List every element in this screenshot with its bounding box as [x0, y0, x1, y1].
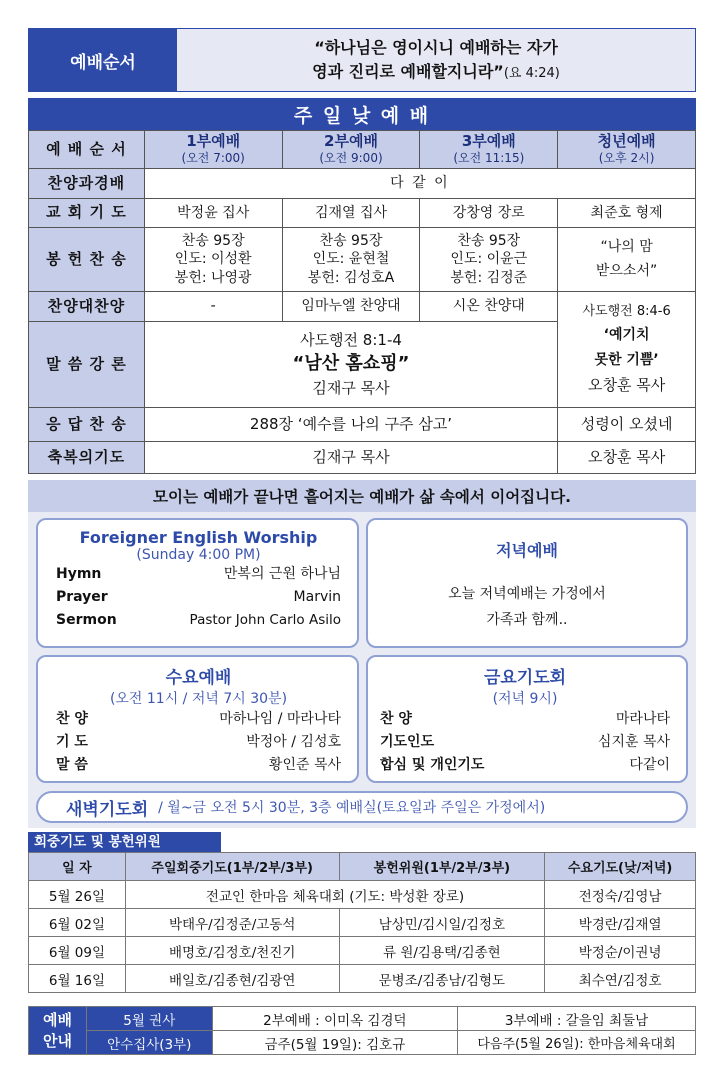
sunday-title: 주 일 낮 예 배: [28, 98, 696, 130]
row-date: 6월 02일: [29, 909, 126, 937]
col-offering: 봉헌위원(1부/2부/3부): [339, 853, 545, 881]
blessing-label: 축복의기도: [29, 442, 145, 474]
notice-r2-b: 다음주(5월 26일): 한마음체육대회: [458, 1031, 696, 1055]
response-youth: 성령이 오셨네: [558, 408, 696, 442]
blessing-value: 김재구 목사: [144, 442, 557, 474]
row-date: 6월 16일: [29, 965, 126, 993]
foreigner-title: Foreigner English Worship: [79, 528, 318, 547]
notice-label: 예배 안내: [29, 1007, 87, 1055]
response-label: 응 답 찬 송: [29, 408, 145, 442]
service-3: 3부예배 (오전 11:15): [420, 131, 558, 169]
col-wed-prayer: 수요기도(낮/저녁): [545, 853, 696, 881]
offering-label: 봉 헌 찬 송: [29, 228, 145, 292]
row-prayer: 박태우/김정준/고동석: [125, 909, 339, 937]
row-offering: 문병조/김종남/김형도: [339, 965, 545, 993]
row-wed: 박정순/이권녕: [545, 937, 696, 965]
service-1: 1부예배 (오전 7:00): [144, 131, 282, 169]
choir-3: 시온 찬양대: [420, 292, 558, 322]
header: [28, 28, 696, 92]
row-wed: 박경란/김재열: [545, 909, 696, 937]
offering-2: 찬송 95장 인도: 윤현철 봉헌: 김성호A: [282, 228, 420, 292]
sunday-table: [28, 130, 696, 474]
foreigner-box: [36, 518, 359, 648]
row-date: 6월 09일: [29, 937, 126, 965]
dawn-bar: [36, 791, 688, 823]
service-2: 2부예배 (오전 9:00): [282, 131, 420, 169]
friday-box: [366, 655, 688, 783]
committee-title: 회중기도 및 봉헌위원: [28, 832, 221, 852]
col-label: 예 배 순 서: [29, 131, 145, 169]
blessing-youth: 오창훈 목사: [558, 442, 696, 474]
wednesday-praise: 찬 양 마하나임 / 마라나타: [56, 711, 341, 727]
row-wed: 전정숙/김영남: [545, 881, 696, 909]
verse-line1: “하나님은 영이시니 예배하는 자가: [314, 38, 558, 57]
evening-line2: 가족과 함께..: [486, 612, 568, 628]
choir-2: 임마누엘 찬양대: [282, 292, 420, 322]
notice-r1-label: 5월 권사: [86, 1007, 212, 1031]
friday-group-prayer: 합심 및 개인기도 다같이: [380, 757, 670, 773]
sermon-label: 말 씀 강 론: [29, 322, 145, 408]
prayer-3: 강창영 장로: [420, 199, 558, 228]
verse-line2: 영과 진리로 예배할지니라”: [312, 62, 504, 81]
offering-3: 찬송 95장 인도: 이윤근 봉헌: 김정준: [420, 228, 558, 292]
offering-youth: “나의 맘 받으소서”: [558, 228, 696, 292]
row-prayer: 배명호/김정호/천진기: [125, 937, 339, 965]
foreigner-sermon: Sermon Pastor John Carlo Asilo: [56, 612, 341, 628]
sunday-banner: 모이는 예배가 끝나면 흩어지는 예배가 삶 속에서 이어집니다.: [28, 480, 696, 512]
table-row: [29, 937, 696, 965]
wednesday-time: (오전 11시 / 저녁 7시 30분): [109, 691, 288, 707]
notice-r2-a: 금주(5월 19일): 김호규: [212, 1031, 457, 1055]
notice-r1-b: 3부예배 : 갈을임 최둘남: [458, 1007, 696, 1031]
committee-table: [28, 852, 696, 993]
praise-label: 찬양과경배: [29, 169, 145, 199]
col-sunday-prayer: 주일회중기도(1부/2부/3부): [125, 853, 339, 881]
notice-table: [28, 1006, 696, 1055]
foreigner-time: (Sunday 4:00 PM): [136, 547, 261, 563]
evening-box: [366, 518, 688, 648]
choir-1: -: [144, 292, 282, 322]
youth-sermon: 사도행전 8:4-6 ‘예기치 못한 기쁨’ 오창훈 목사: [558, 292, 696, 408]
prayer-1: 박정윤 집사: [144, 199, 282, 228]
dawn-detail: / 월~금 오전 5시 30분, 3층 예배실(토요일과 주일은 가정에서): [158, 800, 546, 816]
friday-time: (저녁 9시): [492, 691, 558, 707]
friday-title: 금요기도회: [483, 668, 567, 688]
foreigner-hymn: Hymn 만복의 근원 하나님: [56, 566, 341, 582]
wednesday-box: [36, 655, 359, 783]
choir-label: 찬양대찬양: [29, 292, 145, 322]
table-row: [29, 909, 696, 937]
prayer-label: 교 회 기 도: [29, 199, 145, 228]
notice-r2-label: 안수집사(3부): [86, 1031, 212, 1055]
prayer-youth: 최준호 형제: [558, 199, 696, 228]
verse-ref: (요 4:24): [503, 66, 560, 81]
praise-value: 다 같 이: [144, 169, 695, 199]
table-row: [29, 881, 696, 909]
row-date: 5월 26일: [29, 881, 126, 909]
row-wed: 최수연/김정호: [545, 965, 696, 993]
response-value: 288장 ‘예수를 나의 구주 삼고’: [144, 408, 557, 442]
service-youth: 청년예배 (오후 2시): [558, 131, 696, 169]
table-row: [29, 965, 696, 993]
row-offering: 류 원/김용택/김종현: [339, 937, 545, 965]
header-verse: [177, 29, 695, 91]
evening-line1: 오늘 저녁예배는 가정에서: [448, 586, 606, 602]
col-date: 일 자: [29, 853, 126, 881]
wednesday-word: 말 씀 황인준 목사: [56, 757, 341, 773]
evening-title: 저녁예배: [496, 541, 558, 560]
notice-r1-a: 2부예배 : 이미옥 김경덕: [212, 1007, 457, 1031]
sermon-main: 사도행전 8:1-4 “남산 홈쇼핑” 김재구 목사: [144, 322, 557, 408]
dawn-title: 새벽기도회: [66, 799, 149, 820]
wednesday-prayer: 기 도 박정아 / 김성호: [56, 734, 341, 750]
wednesday-title: 수요예배: [165, 668, 232, 688]
header-label: 예배순서: [29, 29, 177, 91]
foreigner-prayer: Prayer Marvin: [56, 589, 341, 605]
friday-leader: 기도인도 심지훈 목사: [380, 734, 670, 750]
offering-1: 찬송 95장 인도: 이성환 봉헌: 나영광: [144, 228, 282, 292]
row-prayer: 배일호/김종현/김광연: [125, 965, 339, 993]
prayer-2: 김재열 집사: [282, 199, 420, 228]
row-offering: 남상민/김시일/김정호: [339, 909, 545, 937]
row-merged: 전교인 한마음 체육대회 (기도: 박성환 장로): [125, 881, 544, 909]
friday-praise: 찬 양 마라나타: [380, 711, 670, 727]
